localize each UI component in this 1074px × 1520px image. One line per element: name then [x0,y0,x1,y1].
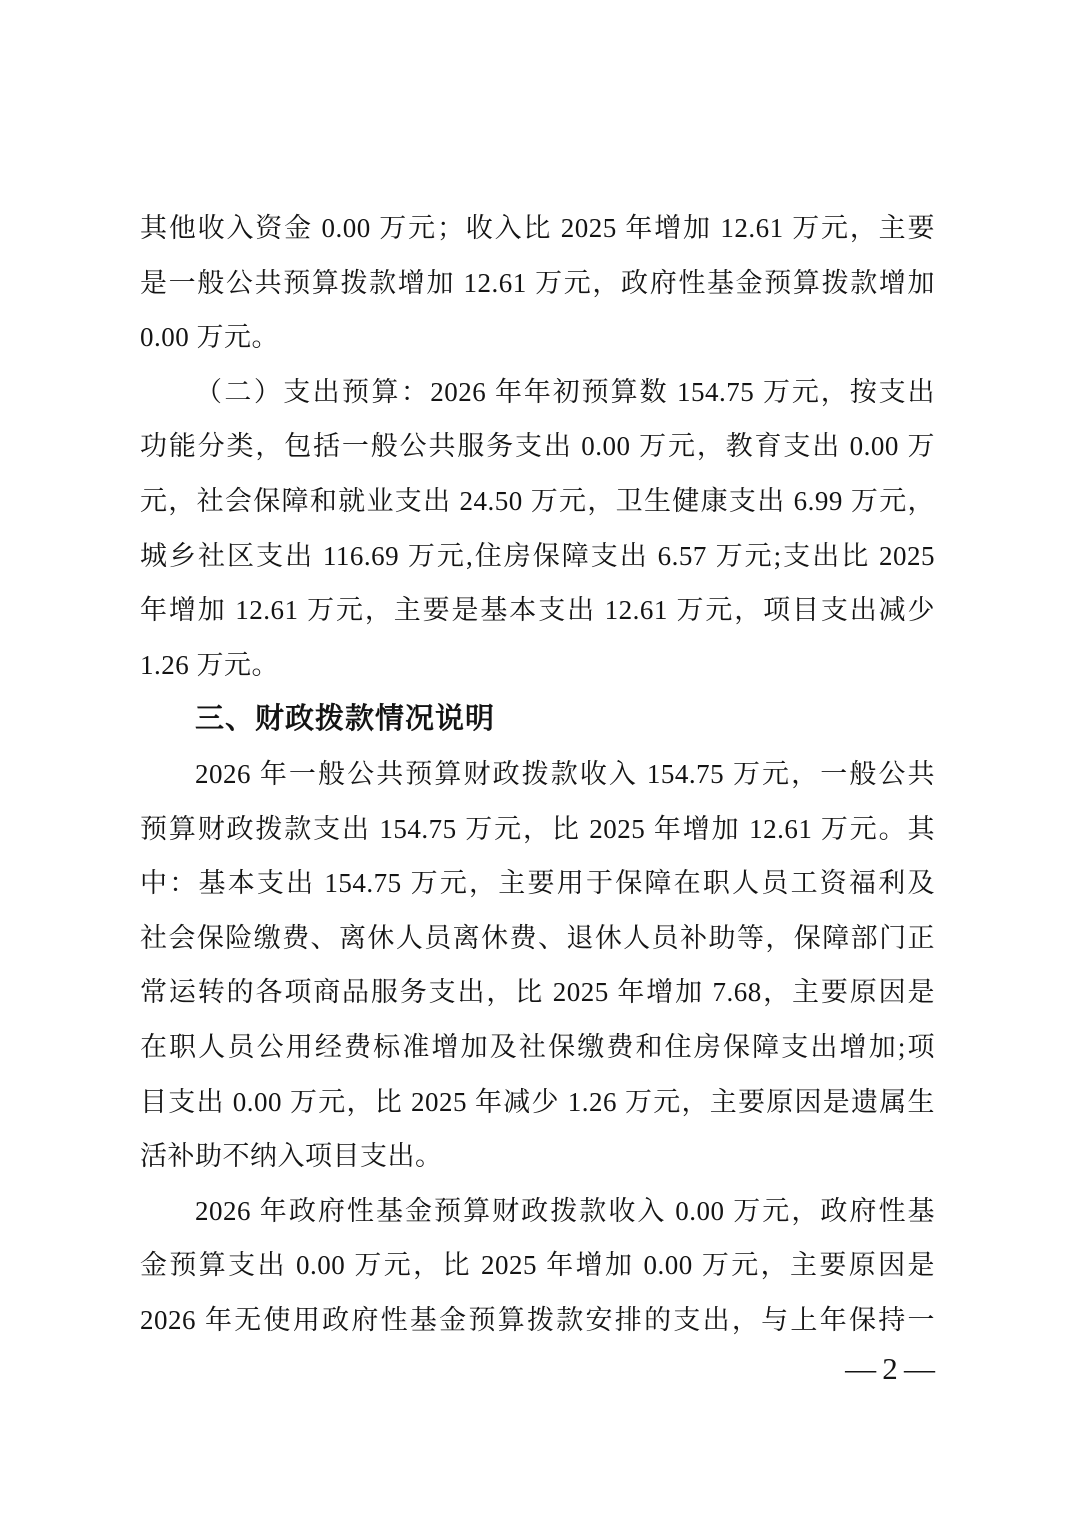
para-government-fund-budget [140,1184,935,1348]
para-expenditure-budget [140,365,935,693]
text-line: 0.00 万元。 [140,322,279,353]
text-line: 2026 年无使用政府性基金预算拨款安排的支出，与上年保持一 [140,1304,935,1335]
section-heading: 三、财政拨款情况说明 [195,703,496,736]
text-line [140,365,935,420]
text-line: 2026 年政府性基金预算财政拨款收入 0.00 万元，政府性基 [195,1195,935,1226]
text-line: 社会保险缴费、离休人员离休费、退休人员补助等，保障部门正 [140,922,935,953]
text-line: 目支出 0.00 万元，比 2025 年减少 1.26 万元，主要原因是遗属生 [140,1086,935,1117]
text-line: 2026 年一般公共预算财政拨款收入 154.75 万元，一般公共 [195,758,935,789]
text-line: 1.26 万元。 [140,649,279,680]
text-block [140,201,935,1347]
paragraph-lead-label: （二）支出预算： [195,376,431,407]
paragraph-text: 2026 年年初预算数 154.75 万元，按支出 [430,376,936,407]
text-line: 元，社会保障和就业支出 24.50 万元，卫生健康支出 6.99 万元， [140,485,935,516]
text-line: 年增加 12.61 万元，主要是基本支出 12.61 万元，项目支出减少 [140,595,935,626]
text-line: 功能分类，包括一般公共服务支出 0.00 万元，教育支出 0.00 万 [140,431,935,462]
text-line: 预算财政拨款支出 154.75 万元，比 2025 年增加 12.61 万元。其 [140,813,935,844]
heading-fiscal-appropriation [140,692,935,747]
para-revenue-continued [140,201,935,365]
page-number: — 2 — [845,1351,935,1386]
text-line: 中：基本支出 154.75 万元，主要用于保障在职人员工资福利及 [140,868,935,899]
text-line: 常运转的各项商品服务支出，比 2025 年增加 7.68，主要原因是 [140,977,935,1008]
para-general-public-budget [140,747,935,1184]
text-line: 城乡社区支出 116.69 万元,住房保障支出 6.57 万元;支出比 2025 [140,540,935,571]
text-line: 是一般公共预算拨款增加 12.61 万元，政府性基金预算拨款增加 [140,267,935,298]
text-line: 在职人员公用经费标准增加及社保缴费和住房保障支出增加;项 [140,1031,935,1062]
text-line: 金预算支出 0.00 万元，比 2025 年增加 0.00 万元，主要原因是 [140,1250,935,1281]
text-line: 其他收入资金 0.00 万元；收入比 2025 年增加 12.61 万元，主要 [140,213,935,243]
text-line: 活补助不纳入项目支出。 [140,1141,443,1172]
